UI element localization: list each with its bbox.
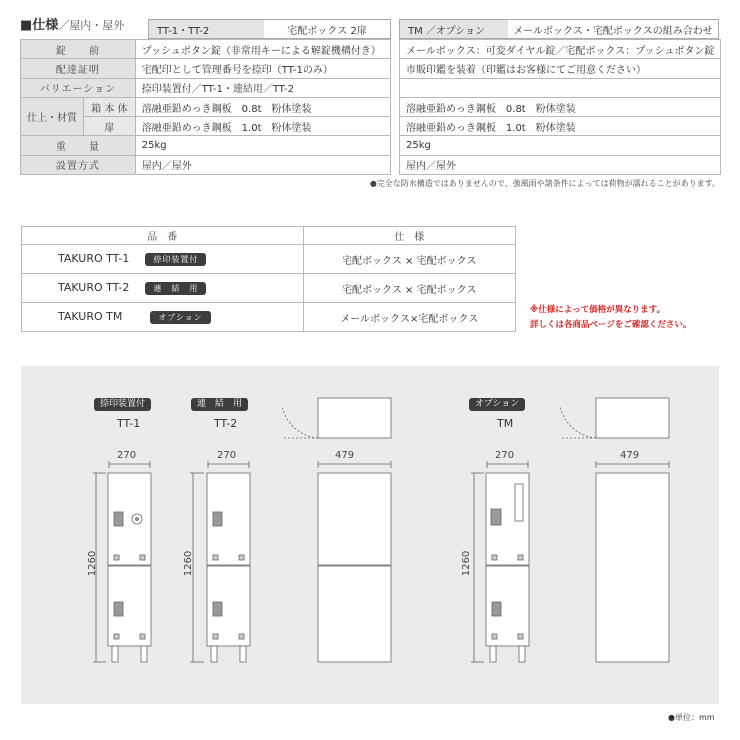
- tt1-label: TT-1: [117, 417, 141, 430]
- side1-depth-dim: 479: [335, 450, 355, 461]
- left-model: TT-1・TT-2: [149, 20, 264, 38]
- weight-right: 25kg: [400, 136, 721, 155]
- product-name: TAKURO TT-2: [58, 281, 130, 295]
- tm-label: TM: [497, 417, 514, 430]
- cert-left: 宅配印として管理番号を捺印（TT-1のみ）: [135, 59, 390, 78]
- tt2-front-drawing: [190, 461, 250, 662]
- install-left: 屋内／屋外: [135, 155, 390, 174]
- waterproof-note: ●完全な防水構造ではありませんので、強風雨や諸条件によっては荷物が濡れることがあります。: [369, 179, 720, 188]
- product-spec: メールボックス×宅配ボックス: [303, 303, 516, 332]
- spec-title: ■仕様／屋内・屋外: [20, 18, 125, 33]
- tt2-width-dim: 270: [217, 450, 237, 461]
- product-badge: 連 結 用: [145, 282, 206, 295]
- cert-right: 市販印鑑を装着（印鑑はお客様にてご用意ください）: [400, 59, 721, 78]
- tm-front-drawing: [471, 461, 529, 662]
- product-badge: オプション: [150, 311, 210, 324]
- right-model: TM ／オプション: [400, 20, 508, 38]
- tt1-height-dim: 1260: [87, 550, 99, 577]
- price-note-1: ※仕様によって価格が異なります。: [530, 305, 666, 315]
- side1-drawing: [282, 398, 391, 662]
- row-label-body: 箱 本 体: [84, 97, 136, 116]
- tt2-height-dim: 1260: [183, 550, 195, 577]
- tt2-label: TT-2: [214, 417, 238, 430]
- tm-width-dim: 270: [495, 450, 515, 461]
- door-left: 溶融亜鉛めっき鋼板 1.0t 粉体塗装: [135, 117, 390, 136]
- unit-note: ●単位：mm: [668, 713, 715, 722]
- lock-right: メールボックス：可変ダイヤル錠／宅配ボックス：プッシュボタン錠: [400, 40, 721, 59]
- col-name-header: 品 番: [22, 227, 304, 245]
- product-name: TAKURO TM: [58, 310, 123, 324]
- left-desc: 宅配ボックス 2扉: [287, 25, 367, 37]
- row-label-weight: 重 量: [21, 136, 136, 155]
- body-right: 溶融亜鉛めっき鋼板 0.8t 粉体塗装: [400, 97, 721, 116]
- col-spec-header: 仕 様: [303, 227, 516, 245]
- row-label-install: 設置方式: [21, 155, 136, 174]
- body-left: 溶融亜鉛めっき鋼板 0.8t 粉体塗装: [135, 97, 390, 116]
- product-name: TAKURO TT-1: [58, 252, 130, 266]
- product-badge: 捺印装置付: [145, 253, 206, 266]
- right-desc: メールボックス・宅配ボックスの組み合わせ: [513, 25, 713, 37]
- price-note-2: 詳しくは各商品ページをご確認ください。: [530, 320, 692, 330]
- weight-left: 25kg: [135, 136, 390, 155]
- row-label-finish: 仕上・材質: [21, 97, 84, 136]
- product-spec: 宅配ボックス × 宅配ボックス: [303, 245, 516, 274]
- product-spec: 宅配ボックス × 宅配ボックス: [303, 274, 516, 303]
- install-right: 屋内／屋外: [400, 155, 721, 174]
- tm-height-dim: 1260: [461, 550, 473, 577]
- variation-left: 捺印装置付／TT-1・連結用／TT-2: [135, 78, 390, 97]
- tt1-width-dim: 270: [117, 450, 137, 461]
- tt1-badge: 捺印装置付: [94, 398, 151, 411]
- tm-badge: オプション: [469, 398, 525, 411]
- row-label-variation: バリエーション: [21, 78, 136, 97]
- door-right: 溶融亜鉛めっき鋼板 1.0t 粉体塗装: [400, 117, 721, 136]
- row-label-door: 扉: [84, 117, 136, 136]
- side2-drawing: [560, 398, 669, 662]
- row-label-cert: 配達証明: [21, 59, 136, 78]
- tt1-front-drawing: [93, 461, 151, 662]
- lock-left: プッシュボタン錠（非常用キーによる解錠機構付き）: [135, 40, 390, 59]
- side2-depth-dim: 479: [620, 450, 640, 461]
- row-label-lock: 錠 前: [21, 40, 136, 59]
- tt2-badge: 連 結 用: [191, 398, 248, 411]
